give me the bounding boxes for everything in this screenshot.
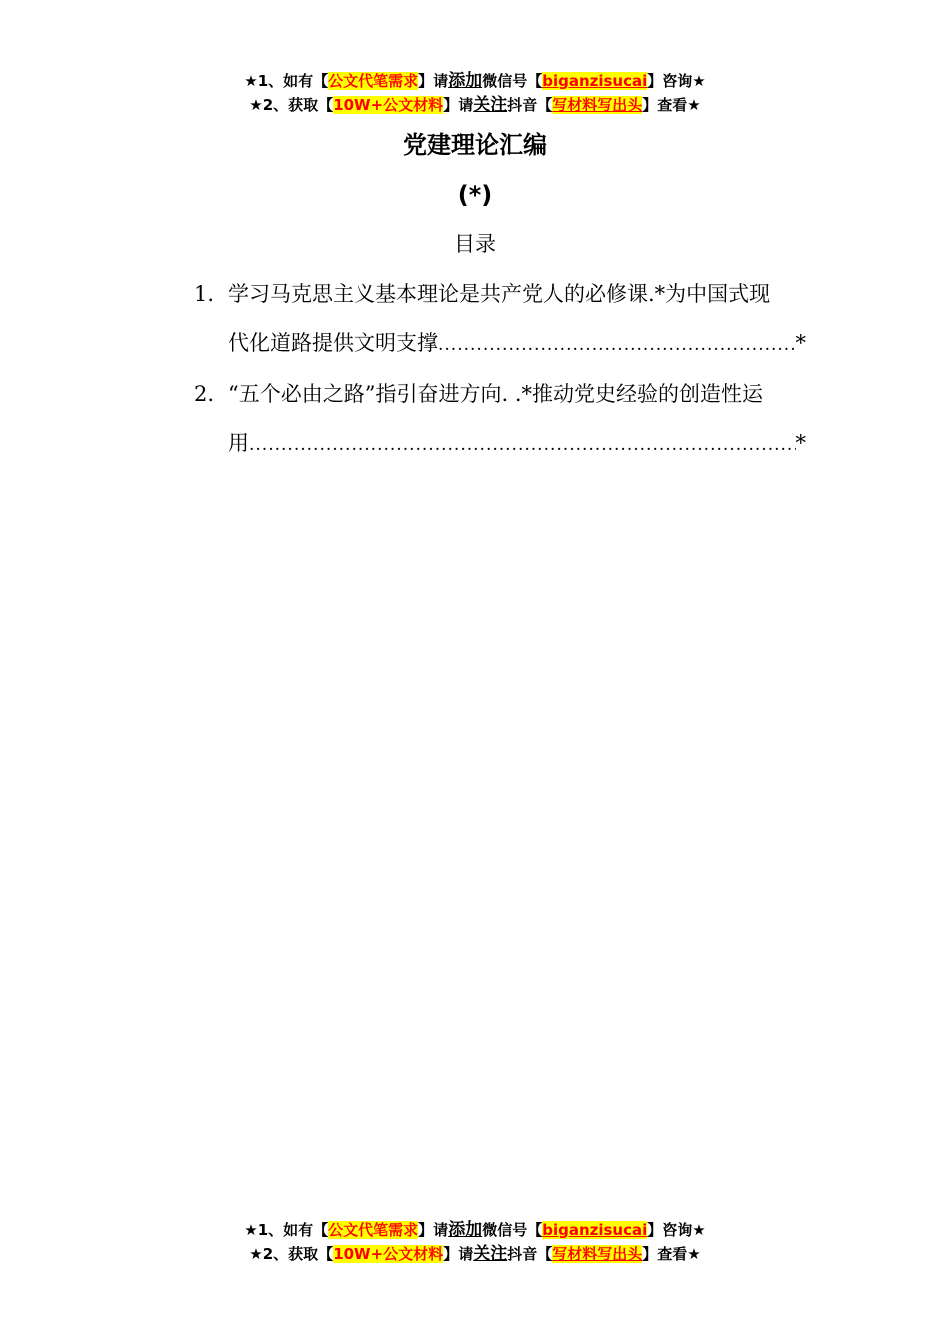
toc-entry-page: * [795, 431, 806, 455]
promo-highlight: 10W+公文材料 [333, 1245, 444, 1263]
promo-line-2 [0, 93, 950, 117]
promo-underlined: 添加 [448, 1220, 483, 1240]
wechat-id-highlight: biganzisucai [542, 1221, 648, 1239]
promo-highlight: 10W+公文材料 [333, 96, 444, 114]
toc-entry-title: “五个必由之路”指引奋进方向. .*推动党史经验的创造性运 [228, 382, 763, 406]
header-promo-banner [0, 69, 950, 117]
toc-entry-title-end: 用 [228, 431, 249, 455]
douyin-highlight: 写材料写出头 [552, 1245, 643, 1263]
promo-text: 】咨询★ [647, 72, 706, 90]
promo-underlined: 关注 [473, 1244, 508, 1264]
promo-text: 】请 [443, 96, 474, 114]
promo-text: 】请 [418, 1221, 449, 1239]
toc-entry-title: 学习马克思主义基本理论是共产党人的必修课.*为中国式现 [228, 282, 771, 306]
toc-heading: 目录 [454, 232, 496, 256]
promo-text: 】请 [418, 72, 449, 90]
promo-highlight: 公文代笔需求 [328, 72, 419, 90]
douyin-highlight: 写材料写出头 [552, 96, 643, 114]
toc-leader-dots [438, 321, 796, 370]
promo-text: 抖音【 [507, 1245, 553, 1263]
promo-text: 】查看★ [642, 96, 701, 114]
promo-line-2 [0, 1242, 950, 1266]
promo-text: ★1、如有【 [244, 1221, 329, 1239]
toc-entry[interactable] [190, 270, 810, 370]
toc-entry[interactable] [190, 370, 810, 470]
toc-entry-number: 2. [194, 382, 215, 406]
wechat-id-highlight: biganzisucai [542, 72, 648, 90]
toc-entry-title-end: 代化道路提供文明支撑 [228, 331, 438, 355]
promo-line-1 [0, 1218, 950, 1242]
promo-underlined: 添加 [448, 71, 483, 91]
toc-leader-dots [249, 421, 796, 470]
promo-text: 微信号【 [482, 72, 543, 90]
toc-entry-title-continued [228, 319, 806, 370]
toc-entry-page: * [795, 331, 806, 355]
promo-text: 】查看★ [642, 1245, 701, 1263]
promo-line-1 [0, 69, 950, 93]
footer-promo-banner [0, 1218, 950, 1266]
promo-text: ★2、获取【 [249, 96, 334, 114]
promo-underlined: 关注 [473, 95, 508, 115]
table-of-contents [190, 270, 810, 470]
promo-text: 微信号【 [482, 1221, 543, 1239]
toc-entry-number: 1. [194, 282, 215, 306]
promo-text: ★2、获取【 [249, 1245, 334, 1263]
promo-text: 抖音【 [507, 96, 553, 114]
document-subtitle: (*) [457, 181, 493, 209]
document-title: 党建理论汇编 [403, 131, 547, 159]
toc-entry-title-continued [228, 419, 806, 470]
promo-text: 】咨询★ [647, 1221, 706, 1239]
promo-highlight: 公文代笔需求 [328, 1221, 419, 1239]
promo-text: ★1、如有【 [244, 72, 329, 90]
promo-text: 】请 [443, 1245, 474, 1263]
